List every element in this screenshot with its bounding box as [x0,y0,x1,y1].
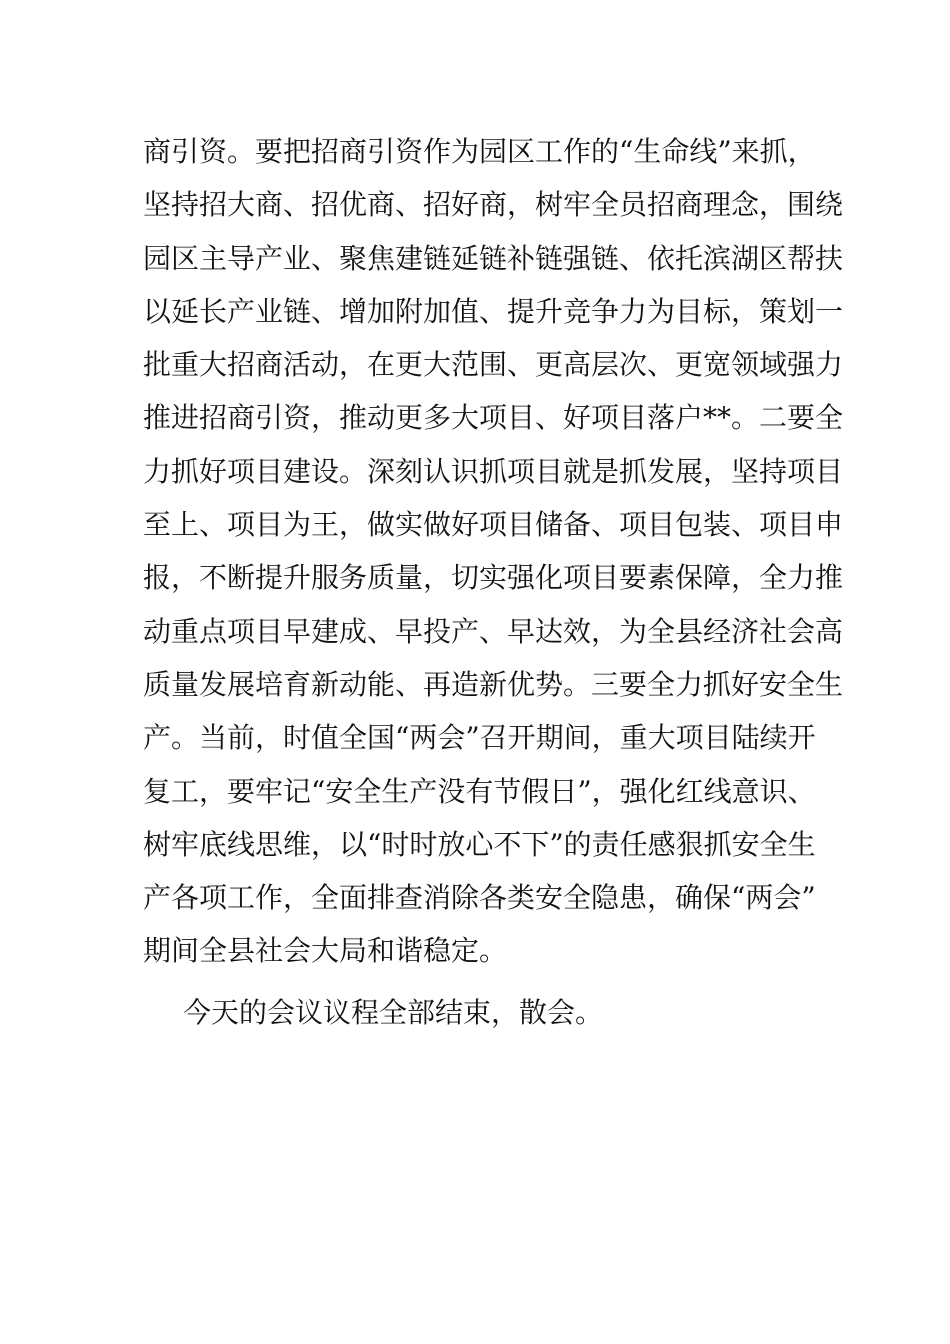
paragraph-line: 以延长产业链、增加附加值、提升竞争力为目标，策划一 [143,294,844,328]
paragraph-line: 推进招商引资，推动更多大项目、好项目落户**。二要全 [143,401,844,435]
paragraph-line: 期间全县社会大局和谐稳定。 [143,934,508,968]
paragraph-line: 坚持招大商、招优商、招好商，树牢全员招商理念，围绕 [143,188,844,222]
paragraph-line: 产。当前，时值全国“两会”召开期间，重大项目陆续开 [143,721,816,755]
paragraph-line: 园区主导产业、聚焦建链延链补链强链、依托滨湖区帮扶 [143,241,844,275]
paragraph-line: 商引资。要把招商引资作为园区工作的“生命线”来抓， [143,135,816,168]
paragraph-line: 报，不断提升服务质量，切实强化项目要素保障，全力推 [143,561,844,595]
paragraph-line: 批重大招商活动，在更大范围、更高层次、更宽领域强力 [143,348,844,382]
paragraph-line: 树牢底线思维，以“时时放心不下”的责任感狠抓安全生 [143,827,816,861]
paragraph-line: 动重点项目早建成、早投产、早达效，为全县经济社会高 [143,614,844,648]
paragraph-line: 质量发展培育新动能、再造新优势。三要全力抓好安全生 [143,667,844,701]
paragraph-line: 复工，要牢记“安全生产没有节假日”，强化红线意识、 [143,774,816,808]
paragraph-line: 至上、项目为王，做实做好项目储备、项目包装、项目申 [143,508,844,542]
paragraph-line: 产各项工作，全面排查消除各类安全隐患，确保“两会” [143,881,816,915]
document-body [143,125,844,1039]
paragraph-line: 力抓好项目建设。深刻认识抓项目就是抓发展，坚持项目 [143,454,844,488]
closing-paragraph: 今天的会议议程全部结束，散会。 [183,995,604,1029]
